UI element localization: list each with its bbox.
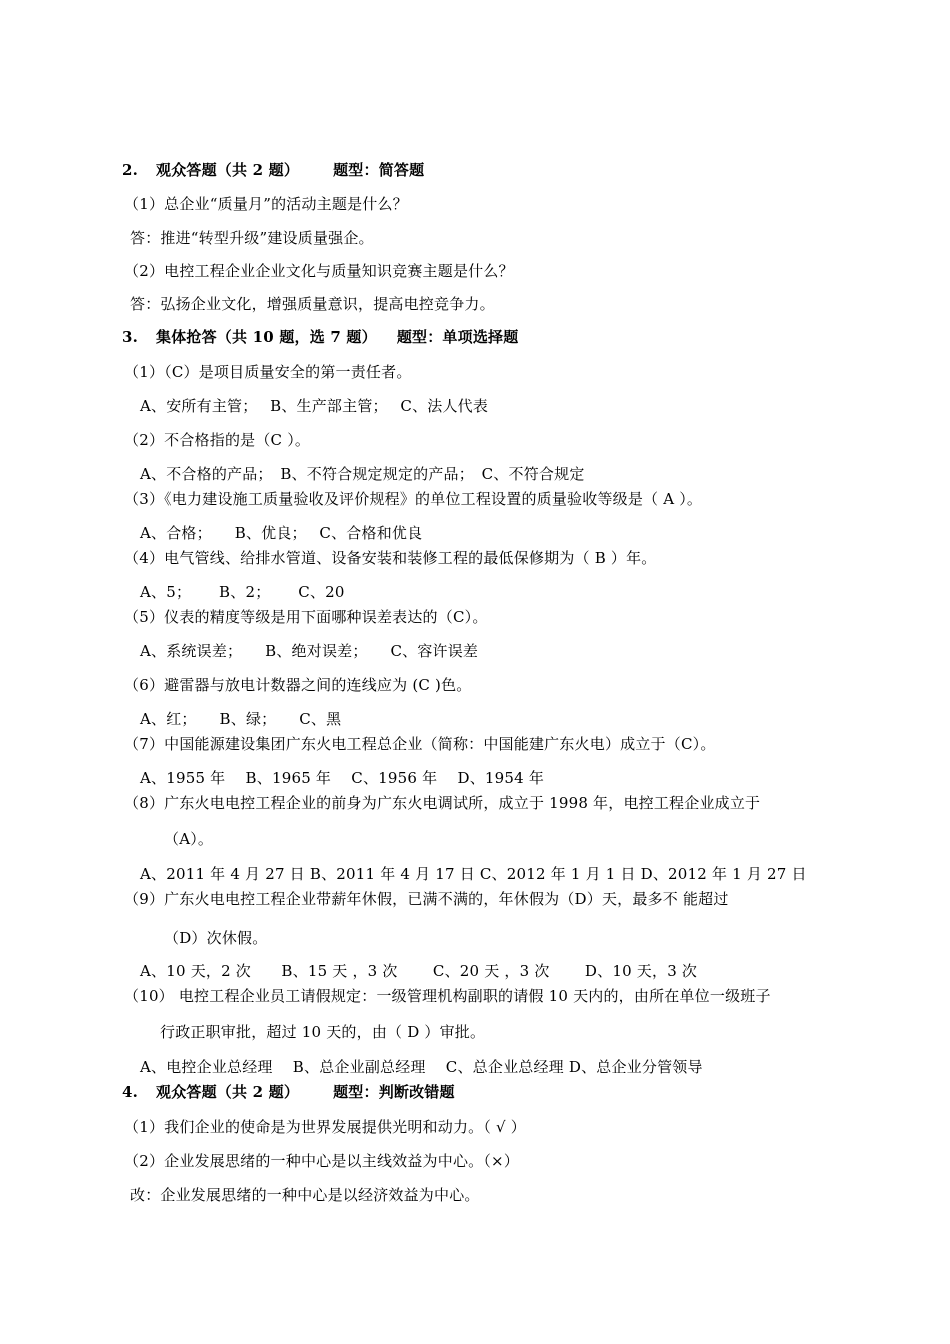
section-number: 2. — [122, 161, 139, 179]
question-line: （4）电气管线、给排水管道、设备安装和装修工程的最低保修期为（ B ）年。 — [124, 549, 657, 567]
question-line-continued: （D）次休假。 — [164, 929, 268, 947]
section-heading-2 — [122, 160, 424, 180]
question-line: （1）总企业“质量月”的活动主题是什么？ — [124, 195, 408, 213]
options-line: A、2011 年 4 月 27 日 B、2011 年 4 月 17 日 C、2012 年 1 月 1 日 D、2012 年 1 月 27 日 — [140, 865, 807, 883]
question-line: （2）电控工程企业企业文化与质量知识竞赛主题是什么？ — [124, 262, 514, 280]
question-line: （1）（C）是项目质量安全的第一责任者。 — [124, 363, 412, 381]
section-title: 观众答题（共 2 题） — [156, 161, 300, 179]
question-line: （5）仪表的精度等级是用下面哪种误差表达的（C）。 — [124, 608, 488, 626]
question-line: （1）我们企业的使命是为世界发展提供光明和动力。（ √ ） — [124, 1118, 526, 1136]
question-line: （6）避雷器与放电计数器之间的连线应为 (C )色。 — [124, 676, 472, 694]
question-line: （8）广东火电电控工程企业的前身为广东火电调试所，成立于 1998 年，电控工程企业成立于 — [124, 794, 761, 812]
section-number: 3. — [122, 328, 139, 346]
options-line: A、1955 年 B、1965 年 C、1956 年 D、1954 年 — [140, 769, 545, 787]
question-line: （2）不合格指的是（C ）。 — [124, 431, 311, 449]
question-line: （9）广东火电电控工程企业带薪年休假，已满不满的，年休假为（D）天，最多不 能超过 — [124, 890, 729, 908]
section-title: 集体抢答（共 10 题，选 7 题） — [156, 328, 377, 346]
question-line: （3）《电力建设施工质量验收及评价规程》的单位工程设置的质量验收等级是（ A ）。 — [124, 490, 703, 508]
options-line: A、电控企业总经理 B、总企业副总经理 C、总企业总经理 D、总企业分管领导 — [140, 1058, 703, 1076]
question-line: （10） 电控工程企业员工请假规定：一级管理机构副职的请假 10 天内的，由所在单位一级班子 — [124, 987, 771, 1005]
section-number: 4. — [122, 1083, 139, 1101]
question-line-continued: 行政正职审批，超过 10 天的，由（ D ）审批。 — [160, 1023, 486, 1041]
section-title: 观众答题（共 2 题） — [156, 1083, 300, 1101]
question-type: 题型：单项选择题 — [396, 328, 519, 346]
answer-line: 答：弘扬企业文化，增强质量意识，提高电控竞争力。 — [130, 295, 495, 313]
options-line: A、不合格的产品； B、不符合规定规定的产品； C、不符合规定 — [140, 465, 585, 483]
correction-line: 改：企业发展思绪的一种中心是以经济效益为中心。 — [130, 1186, 480, 1204]
options-line: A、合格； B、优良； C、合格和优良 — [140, 524, 423, 542]
question-line: （2）企业发展思绪的一种中心是以主线效益为中心。（×） — [124, 1152, 520, 1170]
question-line-continued: （A）。 — [164, 830, 214, 848]
answer-line: 答：推进“转型升级”建设质量强企。 — [130, 229, 374, 247]
options-line: A、安所有主管； B、生产部主管； C、法人代表 — [140, 397, 489, 415]
options-line: A、5； B、2； C、20 — [140, 583, 345, 601]
options-line: A、红； B、绿； C、黑 — [140, 710, 342, 728]
section-heading-4 — [122, 1082, 455, 1102]
question-line: （7）中国能源建设集团广东火电工程总企业（简称：中国能建广东火电）成立于（C）。 — [124, 735, 716, 753]
question-type: 题型：判断改错题 — [333, 1083, 455, 1101]
question-type: 题型：简答题 — [333, 161, 425, 179]
options-line: A、系统误差； B、绝对误差； C、容许误差 — [140, 642, 479, 660]
section-heading-3 — [122, 327, 518, 347]
options-line: A、10 天，2 次 B、15 天 ，3 次 C、20 天 ，3 次 D、10 天，3 次 — [140, 962, 698, 980]
